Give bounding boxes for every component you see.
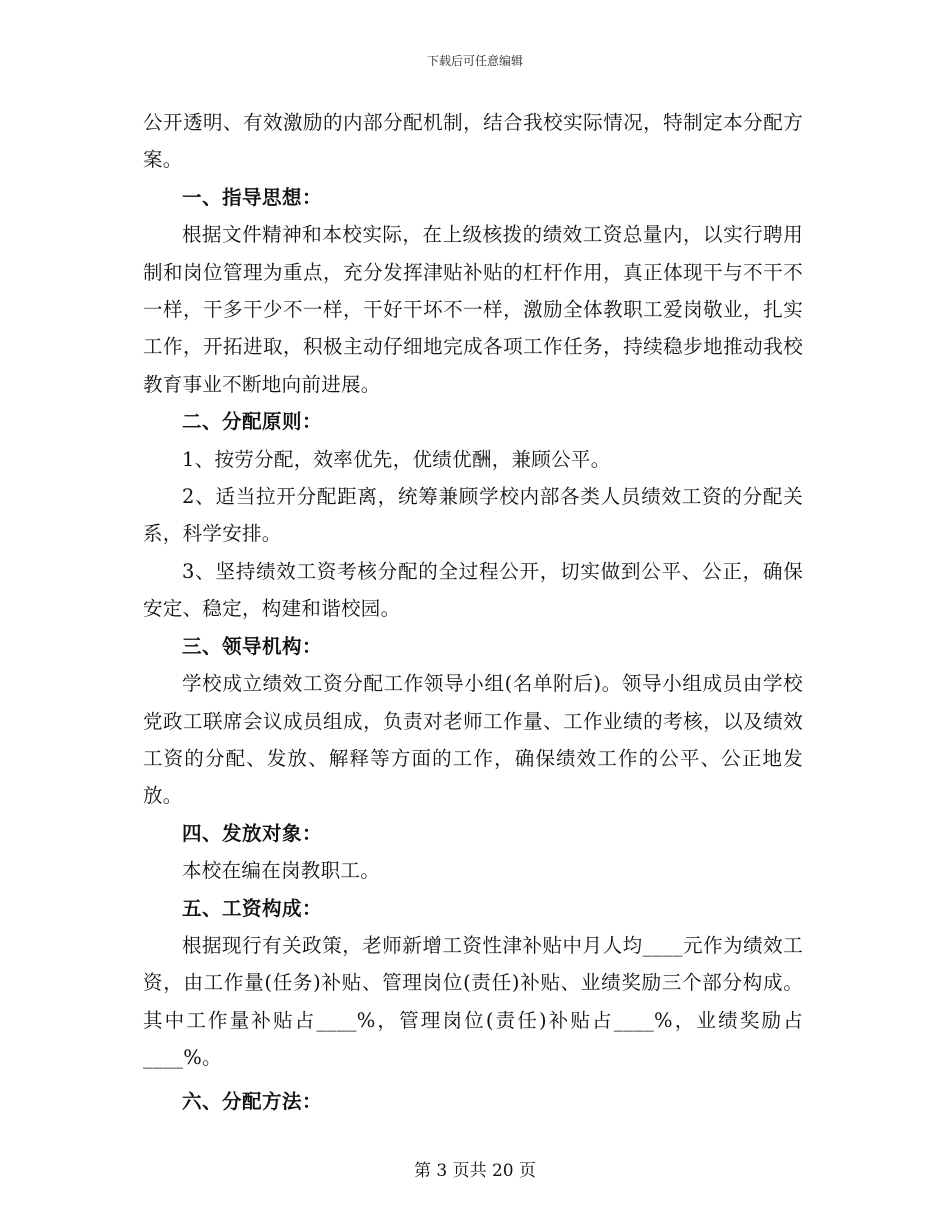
paragraph-guiding-ideology: 根据文件精神和本校实际，在上级核拨的绩效工资总量内，以实行聘用制和岗位管理为重点，充分发挥津贴补贴的杠杆作用，真正体现干与不干不一样，干多干少不一样，干好干坏不一样，激励全体教职工爱岗敬业，扎实工作，开拓进取，积极主动仔细地完成各项工作任务，持续稳步地推动我校教育事业不断地向前进展。 <box>143 223 803 396</box>
document-body <box>143 104 803 1120</box>
paragraph-recipients: 本校在编在岗教职工。 <box>182 859 381 883</box>
paragraph-salary-composition: 根据现行有关政策，老师新增工资性津补贴中月人均____元作为绩效工资，由工作量(任务)补贴、管理岗位(责任)补贴、业绩奖励三个部分构成。其中工作量补贴占____%，管理岗位(责任)补贴占____%，业绩奖励占____%。 <box>143 933 803 1070</box>
principle-item-1: 1、按劳分配，效率优先，优绩优酬，兼顾公平。 <box>182 447 611 471</box>
paragraph-leadership: 学校成立绩效工资分配工作领导小组(名单附后)。领导小组成员由学校党政工联席会议成员组成，负责对老师工作量、工作业绩的考核，以及绩效工资的分配、发放、解释等方面的工作，确保绩效工作的公平、公正地发放。 <box>143 672 803 808</box>
principle-item-2: 2、适当拉开分配距离，统筹兼顾学校内部各类人员绩效工资的分配关系，科学安排。 <box>143 485 803 546</box>
section-heading-recipients: 四、发放对象： <box>182 821 323 845</box>
section-heading-distribution-method: 六、分配方法： <box>182 1089 323 1113</box>
section-heading-leadership: 三、领导机构： <box>182 634 323 658</box>
page-header: 下载后可任意编辑 <box>426 54 523 68</box>
page-footer: 第 3 页共 20 页 <box>413 1161 537 1181</box>
section-heading-guiding-ideology: 一、指导思想： <box>182 185 323 209</box>
section-heading-salary-composition: 五、工资构成： <box>182 896 323 920</box>
principle-item-3: 3、坚持绩效工资考核分配的全过程公开，切实做到公平、公正，确保安定、稳定，构建和谐校园。 <box>143 559 803 621</box>
paragraph-intro-continued: 公开透明、有效激励的内部分配机制，结合我校实际情况，特制定本分配方案。 <box>143 111 803 172</box>
section-heading-distribution-principles: 二、分配原则： <box>182 410 323 434</box>
